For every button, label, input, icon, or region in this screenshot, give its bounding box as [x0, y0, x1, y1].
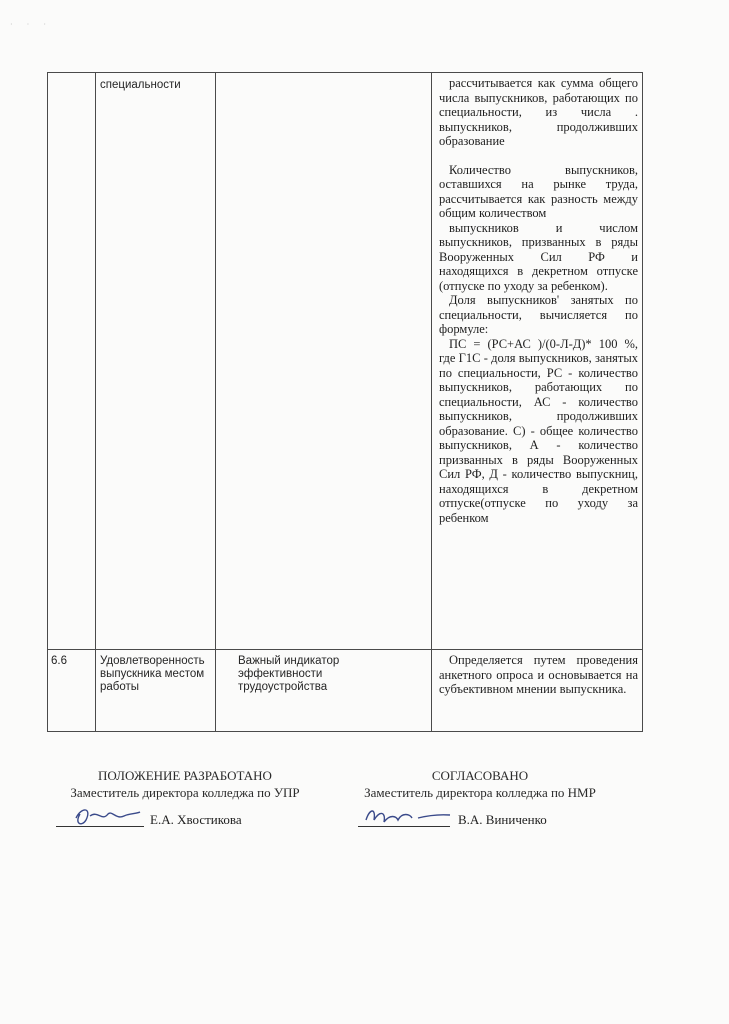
criteria-table [47, 72, 643, 732]
scan-artifact: · · · [10, 20, 52, 29]
formula-paragraph: ПС = (РС+АС )/(0-Л-Д)* 100 %, где Г1С - доля выпускников, занятых по специальности, РС - количество выпускников, работающих по специальности, АС - количество выпускников, продолживших образование. С) - общее количество выпускников, А - количество призванных в ряды Вооруженных Сил РФ, Д - количество выпускниц, находящихся в декретном отпуске(отпуске по уходу за ребенком [439, 336, 638, 525]
signature-position: Заместитель директора колледжа по НМР [364, 785, 596, 800]
signature-right [345, 767, 615, 801]
signature-heading: ПОЛОЖЕНИЕ РАЗРАБОТАНО [98, 768, 272, 783]
description-cell [439, 653, 638, 697]
signature-heading: СОГЛАСОВАНО [431, 768, 529, 783]
row-divider [48, 649, 642, 650]
signature-line [358, 826, 450, 827]
column-divider [431, 73, 432, 731]
signer-name: В.А. Виниченко [458, 812, 547, 827]
signature-position: Заместитель директора колледжа по УПР [70, 785, 300, 800]
column-divider [215, 73, 216, 731]
row-number: 6.6 [51, 655, 67, 667]
criterion-cell: Удовлетворенность выпускника местом работы [100, 655, 205, 693]
description-paragraph: рассчитывается как сумма общего числа выпускников, работающих по специальности, из числа . выпускников, продолживших образование [439, 76, 638, 148]
description-paragraph: выпускников и числом выпускников, призванных в ряды Вооруженных Сил РФ и находящихся в декретном отпуске (отпуске по уходу за ребенком). [439, 220, 638, 293]
indicator-cell: Важный индикатор эффективности трудоустройства [238, 655, 340, 693]
description-cell [439, 76, 638, 525]
column-divider [95, 73, 96, 731]
signature-line [56, 826, 144, 827]
description-paragraph: Количество выпускников, оставшихся на рынке труда, рассчитывается как разность между общим количеством [439, 162, 638, 220]
description-paragraph: Определяется путем проведения анкетного опроса и основывается на субъективном мнении выпускника. [439, 653, 638, 696]
criterion-cell: специальности [100, 79, 181, 91]
signature-left [50, 767, 320, 801]
signer-name: Е.А. Хвостикова [150, 812, 242, 827]
description-paragraph: Доля выпускников' занятых по специальности, вычисляется по формуле: [439, 293, 638, 336]
